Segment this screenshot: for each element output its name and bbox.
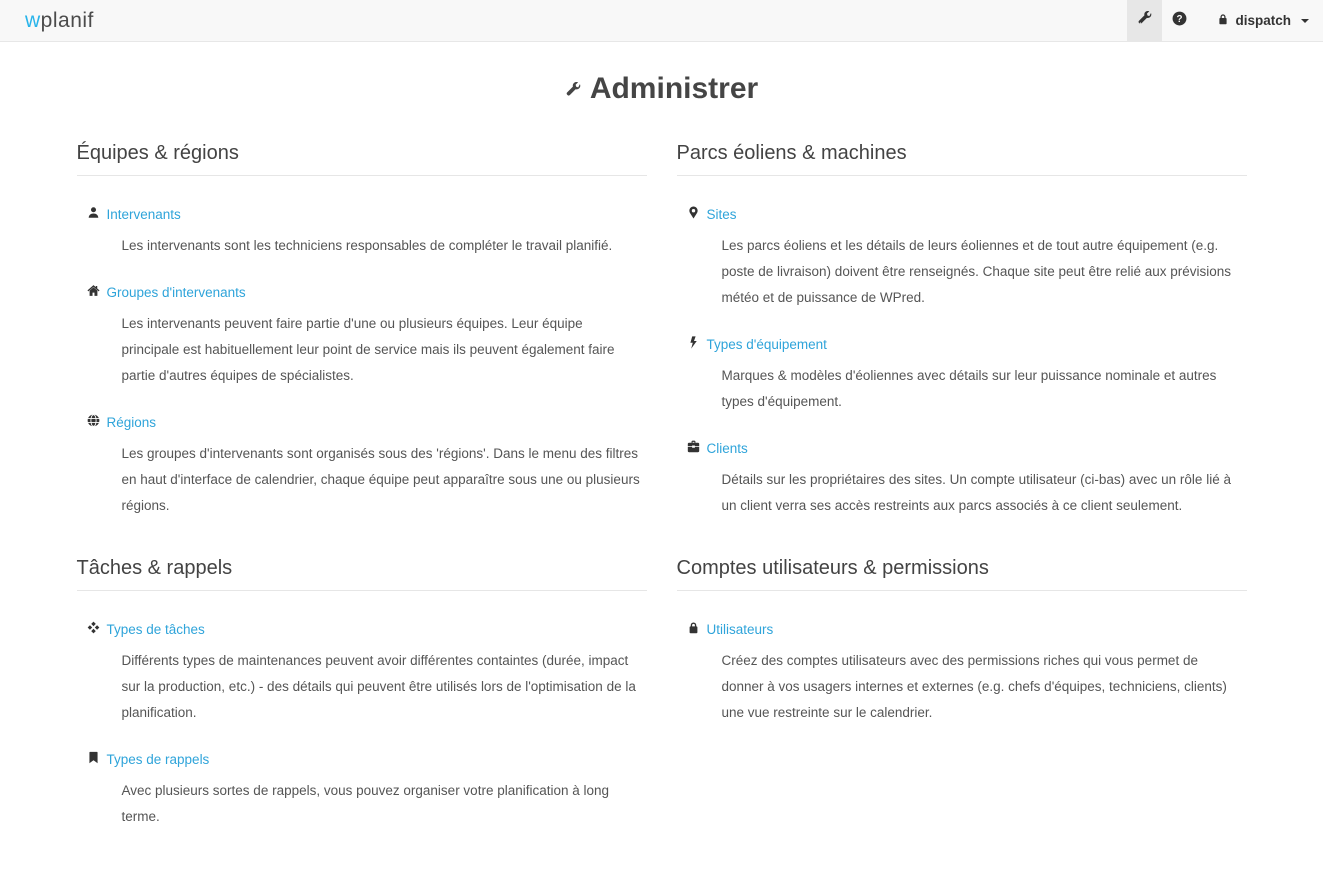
wrench-icon bbox=[1137, 11, 1152, 31]
utilisateurs-link[interactable] bbox=[687, 621, 774, 637]
intervenants-link[interactable] bbox=[87, 206, 181, 222]
nav-admin-button[interactable] bbox=[1127, 0, 1162, 42]
main-content bbox=[77, 42, 1247, 870]
sections-grid bbox=[77, 142, 1247, 830]
item-label: Types de rappels bbox=[106, 751, 210, 767]
page-title-text: Administrer bbox=[589, 72, 759, 105]
section-parcs-machines bbox=[677, 142, 1247, 519]
list-item-groupes-intervenants bbox=[87, 284, 647, 389]
item-description: Marques & modèles d'éoliennes avec détails sur leur puissance nominale et autres types d'équipement. bbox=[721, 368, 1217, 409]
brand-logo[interactable] bbox=[25, 9, 94, 33]
item-label: Clients bbox=[706, 440, 748, 456]
item-label: Types d'équipement bbox=[706, 336, 827, 352]
wrench-icon bbox=[565, 72, 590, 105]
bolt-icon bbox=[687, 336, 700, 352]
clients-link[interactable] bbox=[687, 440, 748, 456]
navbar-right bbox=[1127, 0, 1323, 42]
section-items bbox=[77, 591, 647, 830]
item-description: Les intervenants peuvent faire partie d'une ou plusieurs équipes. Leur équipe principale est habituellement leur point de service mais ils peuvent également faire partie d'autres équipes de spécialistes. bbox=[121, 316, 615, 383]
nav-help-button[interactable] bbox=[1162, 0, 1197, 42]
groupes-intervenants-link[interactable] bbox=[87, 284, 246, 300]
list-item-sites bbox=[687, 206, 1247, 311]
chevron-down-icon bbox=[1301, 19, 1309, 23]
lock-icon bbox=[687, 621, 700, 637]
tasks-diamond-icon bbox=[87, 621, 100, 637]
list-item-types-rappels bbox=[87, 751, 647, 830]
globe-icon bbox=[87, 414, 100, 430]
item-label: Groupes d'intervenants bbox=[106, 284, 246, 300]
section-title: Parcs éoliens & machines bbox=[677, 142, 1247, 176]
item-description: Avec plusieurs sortes de rappels, vous pouvez organiser votre planification à long terme. bbox=[121, 783, 610, 824]
section-items bbox=[677, 176, 1247, 519]
question-circle-icon bbox=[1172, 11, 1187, 31]
bookmark-icon bbox=[87, 751, 100, 767]
lock-icon bbox=[1217, 12, 1229, 30]
section-comptes-permissions bbox=[677, 557, 1247, 830]
section-title: Comptes utilisateurs & permissions bbox=[677, 557, 1247, 591]
brand-rest: planif bbox=[40, 8, 94, 32]
brand-prefix: w bbox=[25, 8, 41, 32]
section-title: Tâches & rappels bbox=[77, 557, 647, 591]
section-taches-rappels bbox=[77, 557, 647, 830]
item-description: Créez des comptes utilisateurs avec des permissions riches qui vous permet de donner à vos usagers internes et externes (e.g. chefs d'équipes, techniciens, clients) une vue restreinte sur le calendrier. bbox=[721, 653, 1227, 720]
list-item-clients bbox=[687, 440, 1247, 519]
item-label: Types de tâches bbox=[106, 621, 205, 637]
item-label: Régions bbox=[106, 414, 157, 430]
regions-link[interactable] bbox=[87, 414, 157, 430]
list-item-regions bbox=[87, 414, 647, 519]
section-items bbox=[77, 176, 647, 519]
item-description: Les groupes d'intervenants sont organisés sous des 'régions'. Dans le menu des filtres en haut d'interface de calendrier, chaque équipe peut apparaître sous une ou plusieurs régions. bbox=[121, 446, 640, 513]
user-icon bbox=[87, 206, 100, 222]
briefcase-icon bbox=[687, 440, 700, 456]
section-equipes-regions bbox=[77, 142, 647, 519]
top-navbar bbox=[0, 0, 1323, 42]
sites-link[interactable] bbox=[687, 206, 737, 222]
user-menu-dropdown[interactable] bbox=[1203, 0, 1323, 42]
item-label: Intervenants bbox=[106, 206, 181, 222]
types-rappels-link[interactable] bbox=[87, 751, 210, 767]
home-icon bbox=[87, 284, 100, 300]
item-description: Différents types de maintenances peuvent avoir différentes containtes (durée, impact sur la production, etc.) - des détails qui peuvent être utilisés lors de l'optimisation de la planification. bbox=[121, 653, 636, 720]
item-description: Les parcs éoliens et les détails de leurs éoliennes et de tout autre équipement (e.g. poste de livraison) doivent être renseignés. Chaque site peut être relié aux prévisions météo et de puissance de WPred. bbox=[721, 238, 1232, 305]
svg-text:?: ? bbox=[1176, 13, 1183, 25]
types-taches-link[interactable] bbox=[87, 621, 205, 637]
list-item-utilisateurs bbox=[687, 621, 1247, 726]
list-item-intervenants bbox=[87, 206, 647, 259]
item-description: Les intervenants sont les techniciens responsables de compléter le travail planifié. bbox=[121, 238, 613, 253]
map-marker-icon bbox=[687, 206, 700, 222]
user-menu-label: dispatch bbox=[1235, 13, 1291, 28]
list-item-types-equipement bbox=[687, 336, 1247, 415]
section-title: Équipes & régions bbox=[77, 142, 647, 176]
section-items bbox=[677, 591, 1247, 726]
item-description: Détails sur les propriétaires des sites. Un compte utilisateur (ci-bas) avec un rôle lié à un client verra ses accès restreints aux parcs associés à ce client seulement. bbox=[721, 472, 1231, 513]
item-label: Sites bbox=[706, 206, 737, 222]
page-title bbox=[77, 72, 1247, 106]
list-item-types-taches bbox=[87, 621, 647, 726]
types-equipement-link[interactable] bbox=[687, 336, 827, 352]
item-label: Utilisateurs bbox=[706, 621, 774, 637]
